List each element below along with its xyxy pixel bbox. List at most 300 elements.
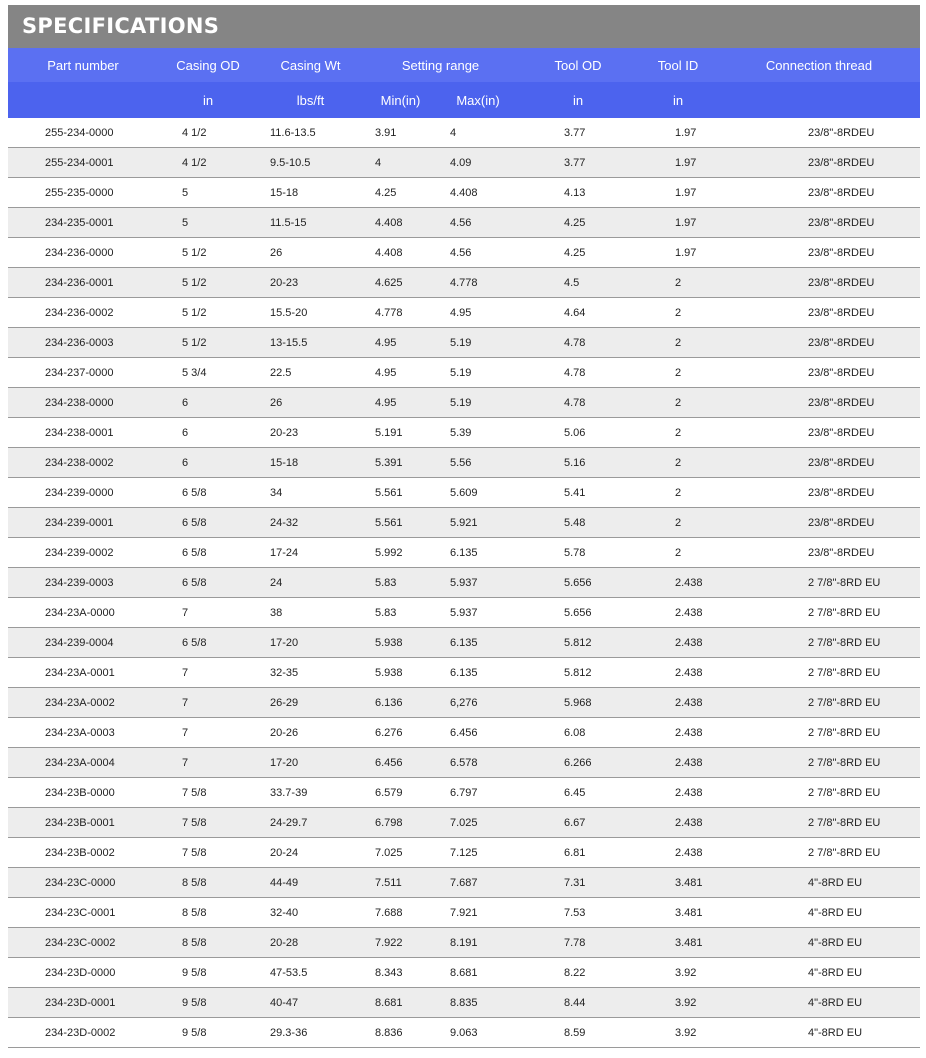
tool-od-cell: 3.77 [518,148,638,178]
setting-min-cell: 8.836 [363,1018,438,1048]
casing-od-cell: 6 5/8 [158,508,258,538]
connection-thread-cell: 2 7/8"-8RD EU [718,598,920,628]
tool-id-cell: 2 [638,328,718,358]
connection-thread-cell: 2 7/8"-8RD EU [718,778,920,808]
setting-min-cell: 7.922 [363,928,438,958]
table-row [8,238,920,268]
connection-thread-cell: 4"-8RD EU [718,958,920,988]
setting-min-cell: 4.95 [363,388,438,418]
tool-od-cell: 8.59 [518,1018,638,1048]
casing-wt-cell: 40-47 [258,988,363,1018]
connection-thread-cell: 4"-8RD EU [718,928,920,958]
tool-od-cell: 5.968 [518,688,638,718]
table-row [8,628,920,658]
tool-od-cell: 4.78 [518,388,638,418]
setting-min-cell: 4.408 [363,208,438,238]
table-row [8,568,920,598]
casing-wt-cell: 29.3-36 [258,1018,363,1048]
casing-od-cell: 6 [158,418,258,448]
part-number-cell: 234-23B-0002 [8,838,158,868]
connection-thread-cell: 23/8"-8RDEU [718,268,920,298]
tool-od-cell: 5.78 [518,538,638,568]
tool-od-cell: 4.64 [518,298,638,328]
header-tool-id: Tool ID [638,48,718,82]
setting-min-cell: 6.456 [363,748,438,778]
setting-max-cell: 4.778 [438,268,518,298]
connection-thread-cell: 2 7/8"-8RD EU [718,838,920,868]
tool-od-cell: 4.13 [518,178,638,208]
casing-od-cell: 5 [158,178,258,208]
casing-wt-cell: 15.5-20 [258,298,363,328]
setting-min-cell: 5.992 [363,538,438,568]
table-row [8,1018,920,1048]
tool-id-cell: 2 [638,358,718,388]
setting-min-cell: 4.408 [363,238,438,268]
unit-connection-thread [718,82,920,118]
connection-thread-cell: 2 7/8"-8RD EU [718,568,920,598]
connection-thread-cell: 23/8"-8RDEU [718,238,920,268]
connection-thread-cell: 2 7/8"-8RD EU [718,628,920,658]
setting-min-cell: 7.025 [363,838,438,868]
connection-thread-cell: 2 7/8"-8RD EU [718,808,920,838]
setting-min-cell: 8.343 [363,958,438,988]
casing-od-cell: 6 [158,448,258,478]
table-row [8,748,920,778]
connection-thread-cell: 23/8"-8RDEU [718,358,920,388]
tool-id-cell: 2 [638,448,718,478]
tool-id-cell: 2 [638,418,718,448]
setting-max-cell: 5.19 [438,328,518,358]
part-number-cell: 255-235-0000 [8,178,158,208]
tool-od-cell: 5.06 [518,418,638,448]
header-part-number: Part number [8,48,158,82]
setting-max-cell: 6.135 [438,658,518,688]
setting-max-cell: 5.921 [438,508,518,538]
tool-od-cell: 4.78 [518,358,638,388]
casing-od-cell: 7 5/8 [158,778,258,808]
casing-wt-cell: 20-23 [258,418,363,448]
part-number-cell: 234-23A-0003 [8,718,158,748]
casing-od-cell: 6 5/8 [158,568,258,598]
casing-wt-cell: 20-24 [258,838,363,868]
part-number-cell: 234-23D-0001 [8,988,158,1018]
setting-min-cell: 4.625 [363,268,438,298]
connection-thread-cell: 23/8"-8RDEU [718,178,920,208]
setting-max-cell: 6,276 [438,688,518,718]
table-body [8,118,920,1048]
connection-thread-cell: 4"-8RD EU [718,898,920,928]
setting-max-cell: 6.456 [438,718,518,748]
part-number-cell: 234-239-0003 [8,568,158,598]
part-number-cell: 234-23C-0002 [8,928,158,958]
casing-wt-cell: 11.5-15 [258,208,363,238]
part-number-cell: 234-23A-0001 [8,658,158,688]
part-number-cell: 234-23A-0002 [8,688,158,718]
tool-od-cell: 4.78 [518,328,638,358]
casing-od-cell: 7 [158,658,258,688]
unit-min: Min(in) [363,82,438,118]
casing-wt-cell: 20-26 [258,718,363,748]
casing-od-cell: 9 5/8 [158,1018,258,1048]
casing-od-cell: 5 3/4 [158,358,258,388]
casing-wt-cell: 17-20 [258,628,363,658]
setting-min-cell: 4.95 [363,328,438,358]
connection-thread-cell: 2 7/8"-8RD EU [718,718,920,748]
setting-max-cell: 5.609 [438,478,518,508]
part-number-cell: 234-237-0000 [8,358,158,388]
tool-id-cell: 3.481 [638,928,718,958]
casing-wt-cell: 26 [258,238,363,268]
connection-thread-cell: 23/8"-8RDEU [718,478,920,508]
tool-od-cell: 5.656 [518,598,638,628]
setting-max-cell: 5.39 [438,418,518,448]
tool-od-cell: 8.44 [518,988,638,1018]
tool-od-cell: 5.656 [518,568,638,598]
table-row [8,328,920,358]
part-number-cell: 234-238-0000 [8,388,158,418]
unit-max: Max(in) [438,82,518,118]
tool-id-cell: 2.438 [638,628,718,658]
table-row [8,388,920,418]
casing-od-cell: 5 [158,208,258,238]
setting-min-cell: 6.798 [363,808,438,838]
part-number-cell: 234-23A-0004 [8,748,158,778]
setting-min-cell: 4.778 [363,298,438,328]
tool-id-cell: 2 [638,508,718,538]
table-row [8,808,920,838]
casing-od-cell: 8 5/8 [158,928,258,958]
setting-max-cell: 5.56 [438,448,518,478]
table-row [8,778,920,808]
part-number-cell: 234-236-0003 [8,328,158,358]
casing-wt-cell: 9.5-10.5 [258,148,363,178]
table-row [8,118,920,148]
casing-wt-cell: 24 [258,568,363,598]
table-row [8,418,920,448]
tool-id-cell: 3.481 [638,868,718,898]
casing-wt-cell: 26 [258,388,363,418]
part-number-cell: 234-236-0001 [8,268,158,298]
tool-od-cell: 8.22 [518,958,638,988]
connection-thread-cell: 4"-8RD EU [718,868,920,898]
casing-od-cell: 8 5/8 [158,898,258,928]
connection-thread-cell: 23/8"-8RDEU [718,208,920,238]
unit-casing-od: in [158,82,258,118]
tool-id-cell: 2.438 [638,808,718,838]
tool-id-cell: 1.97 [638,148,718,178]
connection-thread-cell: 4"-8RD EU [718,988,920,1018]
part-number-cell: 234-23A-0000 [8,598,158,628]
connection-thread-cell: 23/8"-8RDEU [718,118,920,148]
part-number-cell: 234-238-0001 [8,418,158,448]
tool-id-cell: 1.97 [638,238,718,268]
casing-od-cell: 9 5/8 [158,958,258,988]
setting-min-cell: 5.561 [363,478,438,508]
casing-od-cell: 4 1/2 [158,118,258,148]
part-number-cell: 234-239-0002 [8,538,158,568]
casing-wt-cell: 47-53.5 [258,958,363,988]
connection-thread-cell: 23/8"-8RDEU [718,148,920,178]
casing-od-cell: 7 [158,688,258,718]
connection-thread-cell: 23/8"-8RDEU [718,328,920,358]
table-row [8,478,920,508]
header-casing-wt: Casing Wt [258,48,363,82]
setting-min-cell: 6.579 [363,778,438,808]
header-tool-od: Tool OD [518,48,638,82]
setting-min-cell: 7.688 [363,898,438,928]
setting-max-cell: 8.681 [438,958,518,988]
casing-wt-cell: 24-29.7 [258,808,363,838]
unit-tool-id: in [638,82,718,118]
casing-wt-cell: 13-15.5 [258,328,363,358]
section-title: SPECIFICATIONS [8,5,920,48]
casing-od-cell: 8 5/8 [158,868,258,898]
part-number-cell: 255-234-0000 [8,118,158,148]
part-number-cell: 234-236-0000 [8,238,158,268]
connection-thread-cell: 2 7/8"-8RD EU [718,658,920,688]
casing-wt-cell: 26-29 [258,688,363,718]
casing-od-cell: 6 5/8 [158,478,258,508]
casing-wt-cell: 15-18 [258,448,363,478]
part-number-cell: 234-23C-0000 [8,868,158,898]
part-number-cell: 234-23C-0001 [8,898,158,928]
specifications-panel [8,5,920,1048]
part-number-cell: 234-23D-0000 [8,958,158,988]
casing-wt-cell: 11.6-13.5 [258,118,363,148]
table-row [8,148,920,178]
part-number-cell: 234-235-0001 [8,208,158,238]
casing-wt-cell: 22.5 [258,358,363,388]
header-casing-od: Casing OD [158,48,258,82]
table-row [8,988,920,1018]
connection-thread-cell: 23/8"-8RDEU [718,418,920,448]
part-number-cell: 234-23B-0001 [8,808,158,838]
tool-id-cell: 2.438 [638,748,718,778]
part-number-cell: 234-23D-0002 [8,1018,158,1048]
setting-max-cell: 5.937 [438,598,518,628]
table-row [8,958,920,988]
part-number-cell: 234-23B-0000 [8,778,158,808]
table-row [8,448,920,478]
tool-id-cell: 1.97 [638,208,718,238]
table-row [8,688,920,718]
specifications-table [8,48,920,1048]
casing-od-cell: 9 5/8 [158,988,258,1018]
setting-max-cell: 6.135 [438,538,518,568]
setting-max-cell: 5.19 [438,358,518,388]
tool-id-cell: 2 [638,478,718,508]
tool-od-cell: 7.31 [518,868,638,898]
setting-max-cell: 7.025 [438,808,518,838]
casing-od-cell: 7 [158,598,258,628]
part-number-cell: 255-234-0001 [8,148,158,178]
casing-wt-cell: 34 [258,478,363,508]
tool-od-cell: 5.812 [518,658,638,688]
connection-thread-cell: 23/8"-8RDEU [718,298,920,328]
casing-wt-cell: 15-18 [258,178,363,208]
tool-id-cell: 2.438 [638,658,718,688]
part-number-cell: 234-238-0002 [8,448,158,478]
setting-max-cell: 7.125 [438,838,518,868]
setting-max-cell: 7.687 [438,868,518,898]
setting-min-cell: 4 [363,148,438,178]
table-row [8,508,920,538]
setting-min-cell: 7.511 [363,868,438,898]
connection-thread-cell: 4"-8RD EU [718,1018,920,1048]
casing-od-cell: 5 1/2 [158,238,258,268]
setting-min-cell: 5.191 [363,418,438,448]
tool-id-cell: 2.438 [638,598,718,628]
setting-max-cell: 6.797 [438,778,518,808]
table-row [8,268,920,298]
tool-id-cell: 3.92 [638,1018,718,1048]
casing-od-cell: 5 1/2 [158,268,258,298]
setting-max-cell: 4.56 [438,238,518,268]
header-connection-thread: Connection thread [718,48,920,82]
tool-od-cell: 6.08 [518,718,638,748]
casing-wt-cell: 44-49 [258,868,363,898]
casing-wt-cell: 24-32 [258,508,363,538]
casing-od-cell: 7 5/8 [158,838,258,868]
casing-od-cell: 6 5/8 [158,628,258,658]
connection-thread-cell: 23/8"-8RDEU [718,448,920,478]
setting-min-cell: 6.136 [363,688,438,718]
casing-od-cell: 7 [158,748,258,778]
tool-od-cell: 4.25 [518,238,638,268]
casing-wt-cell: 17-24 [258,538,363,568]
table-row [8,718,920,748]
tool-od-cell: 5.812 [518,628,638,658]
tool-id-cell: 2.438 [638,568,718,598]
casing-od-cell: 6 5/8 [158,538,258,568]
tool-id-cell: 1.97 [638,178,718,208]
setting-max-cell: 4.95 [438,298,518,328]
setting-max-cell: 6.135 [438,628,518,658]
tool-id-cell: 2 [638,388,718,418]
setting-max-cell: 7.921 [438,898,518,928]
setting-min-cell: 5.938 [363,658,438,688]
connection-thread-cell: 23/8"-8RDEU [718,538,920,568]
part-number-cell: 234-236-0002 [8,298,158,328]
casing-wt-cell: 17-20 [258,748,363,778]
table-row [8,838,920,868]
tool-od-cell: 5.48 [518,508,638,538]
table-row [8,358,920,388]
casing-wt-cell: 38 [258,598,363,628]
casing-od-cell: 7 5/8 [158,808,258,838]
table-row [8,298,920,328]
table-row [8,208,920,238]
tool-id-cell: 1.97 [638,118,718,148]
tool-od-cell: 4.25 [518,208,638,238]
setting-max-cell: 4.09 [438,148,518,178]
tool-od-cell: 6.81 [518,838,638,868]
setting-max-cell: 4 [438,118,518,148]
table-row [8,598,920,628]
tool-od-cell: 6.266 [518,748,638,778]
part-number-cell: 234-239-0000 [8,478,158,508]
table-row [8,178,920,208]
part-number-cell: 234-239-0004 [8,628,158,658]
connection-thread-cell: 23/8"-8RDEU [718,388,920,418]
setting-max-cell: 8.191 [438,928,518,958]
setting-min-cell: 5.83 [363,598,438,628]
tool-od-cell: 5.41 [518,478,638,508]
tool-id-cell: 2.438 [638,718,718,748]
unit-casing-wt: lbs/ft [258,82,363,118]
casing-od-cell: 5 1/2 [158,298,258,328]
connection-thread-cell: 2 7/8"-8RD EU [718,688,920,718]
tool-id-cell: 3.92 [638,988,718,1018]
header-setting-range: Setting range [363,48,518,82]
tool-od-cell: 6.67 [518,808,638,838]
casing-wt-cell: 20-23 [258,268,363,298]
setting-min-cell: 5.561 [363,508,438,538]
unit-part-number [8,82,158,118]
tool-id-cell: 2.438 [638,688,718,718]
header-row-labels [8,48,920,82]
setting-max-cell: 5.937 [438,568,518,598]
connection-thread-cell: 2 7/8"-8RD EU [718,748,920,778]
setting-max-cell: 4.56 [438,208,518,238]
tool-id-cell: 2 [638,538,718,568]
casing-wt-cell: 20-28 [258,928,363,958]
casing-od-cell: 4 1/2 [158,148,258,178]
setting-min-cell: 6.276 [363,718,438,748]
casing-od-cell: 7 [158,718,258,748]
part-number-cell: 234-239-0001 [8,508,158,538]
table-row [8,928,920,958]
tool-od-cell: 7.53 [518,898,638,928]
header-row-units [8,82,920,118]
setting-min-cell: 3.91 [363,118,438,148]
tool-id-cell: 3.481 [638,898,718,928]
tool-id-cell: 3.92 [638,958,718,988]
table-row [8,658,920,688]
tool-id-cell: 2.438 [638,778,718,808]
tool-id-cell: 2 [638,298,718,328]
setting-min-cell: 5.391 [363,448,438,478]
casing-wt-cell: 32-35 [258,658,363,688]
casing-od-cell: 6 [158,388,258,418]
tool-od-cell: 4.5 [518,268,638,298]
tool-od-cell: 5.16 [518,448,638,478]
casing-wt-cell: 32-40 [258,898,363,928]
setting-max-cell: 9.063 [438,1018,518,1048]
tool-od-cell: 6.45 [518,778,638,808]
setting-min-cell: 4.25 [363,178,438,208]
unit-tool-od: in [518,82,638,118]
setting-max-cell: 5.19 [438,388,518,418]
tool-od-cell: 3.77 [518,118,638,148]
setting-max-cell: 8.835 [438,988,518,1018]
setting-min-cell: 5.938 [363,628,438,658]
tool-id-cell: 2.438 [638,838,718,868]
casing-wt-cell: 33.7-39 [258,778,363,808]
table-row [8,898,920,928]
setting-min-cell: 8.681 [363,988,438,1018]
table-row [8,538,920,568]
tool-od-cell: 7.78 [518,928,638,958]
setting-max-cell: 4.408 [438,178,518,208]
casing-od-cell: 5 1/2 [158,328,258,358]
setting-max-cell: 6.578 [438,748,518,778]
connection-thread-cell: 23/8"-8RDEU [718,508,920,538]
table-row [8,868,920,898]
setting-min-cell: 5.83 [363,568,438,598]
tool-id-cell: 2 [638,268,718,298]
setting-min-cell: 4.95 [363,358,438,388]
